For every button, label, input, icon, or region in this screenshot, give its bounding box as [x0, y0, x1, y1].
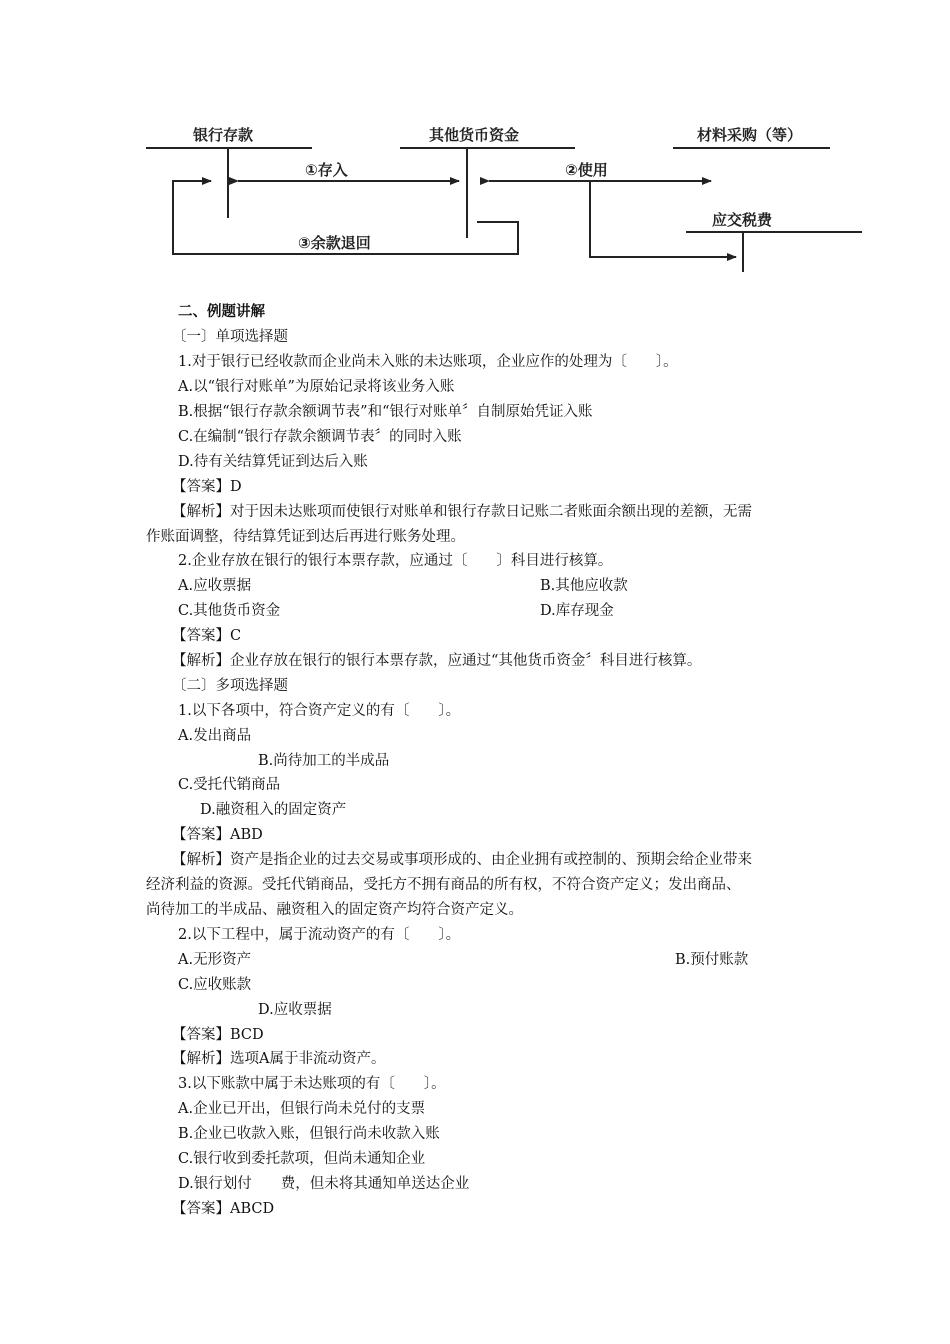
- step-use-label: ②使用: [565, 161, 608, 179]
- m3-option-a: A.企业已开出，但银行尚未兑付的支票: [178, 1101, 426, 1117]
- m2-analysis: 【解析】选项A属于非流动资产。: [172, 1051, 386, 1067]
- m3-option-d: D.银行划付 费，但未将其通知单送达企业: [178, 1176, 470, 1192]
- q1-option-a: A.以“银行对账单”为原始记录将该业务入账: [178, 379, 455, 395]
- q2-option-d: D.库存现金: [540, 603, 614, 619]
- m1-analysis-line3: 尚待加工的半成品、融资租入的固定资产均符合资产定义。: [146, 902, 523, 918]
- m2-option-c: C.应收账款: [178, 977, 252, 993]
- m2-option-b: B.预付账款: [675, 952, 749, 968]
- m3-question: 3.以下账款中属于未达账项的有〔 〕。: [178, 1076, 446, 1092]
- q2-analysis: 【解析】企业存放在银行的银行本票存款，应通过“其他货币资金〞科目进行核算。: [172, 653, 702, 669]
- m2-option-d: D.应收票据: [258, 1002, 332, 1018]
- m1-question: 1.以下各项中，符合资产定义的有〔 〕。: [178, 703, 461, 719]
- q2-option-c: C.其他货币资金: [178, 603, 281, 619]
- multi-choice-title: 〔二〕多项选择题: [172, 678, 288, 694]
- q2-option-b: B.其他应收款: [540, 578, 628, 594]
- m3-option-c: C.银行收到委托款项，但尚未通知企业: [178, 1151, 426, 1167]
- m1-option-b: B.尚待加工的半成品: [258, 753, 390, 769]
- q1-answer: 【答案】D: [172, 479, 242, 495]
- q2-option-a: A.应收票据: [178, 578, 252, 594]
- taxes-payable-label: 应交税费: [712, 211, 773, 229]
- other-funds-label: 其他货币资金: [429, 126, 520, 144]
- m2-question: 2.以下工程中，属于流动资产的有〔 〕。: [178, 927, 461, 943]
- m3-option-b: B.企业已收款入账，但银行尚未收款入账: [178, 1126, 440, 1142]
- q1-option-b: B.根据“银行存款余额调节表”和“银行对账单〞自制原始凭证入账: [178, 404, 593, 420]
- m1-option-a: A.发出商品: [178, 728, 252, 744]
- step-refund-label: ③余款退回: [298, 234, 371, 252]
- m3-answer: 【答案】ABCD: [172, 1201, 275, 1217]
- q1-option-d: D.待有关结算凭证到达后入账: [178, 454, 368, 470]
- m1-answer: 【答案】ABD: [172, 827, 263, 843]
- q1-option-c: C.在编制“银行存款余额调节表〞的同时入账: [178, 429, 462, 445]
- step-deposit-label: ①存入: [305, 161, 348, 179]
- bank-deposit-label: 银行存款: [193, 126, 254, 144]
- m2-option-a: A.无形资产: [178, 952, 252, 968]
- q1-analysis-line2: 作账面调整，待结算凭证到达后再进行账务处理。: [146, 529, 465, 545]
- q1-question: 1.对于银行已经收款而企业尚未入账的未达账项，企业应作的处理为〔 〕。: [178, 354, 678, 370]
- material-purchase-label: 材料采购（等）: [697, 126, 803, 144]
- single-choice-title: 〔一〕单项选择题: [172, 329, 288, 345]
- q1-analysis-line1: 【解析】对于因未达账项而使银行对账单和银行存款日记账二者账面余额出现的差额，无需: [172, 504, 752, 520]
- m1-analysis-line1: 【解析】资产是指企业的过去交易或事项形成的、由企业拥有或控制的、预期会给企业带来: [172, 852, 752, 868]
- section-title: 二、例题讲解: [178, 304, 265, 320]
- m1-option-d: D.融资租入的固定资产: [200, 802, 347, 818]
- m2-answer: 【答案】BCD: [172, 1027, 264, 1043]
- q2-question: 2.企业存放在银行的银行本票存款，应通过〔 〕科目进行核算。: [178, 553, 613, 569]
- m1-option-c: C.受托代销商品: [178, 777, 281, 793]
- m1-analysis-line2: 经济利益的资源。受托代销商品，受托方不拥有商品的所有权，不符合资产定义；发出商品、: [146, 877, 741, 893]
- q2-answer: 【答案】C: [172, 628, 242, 644]
